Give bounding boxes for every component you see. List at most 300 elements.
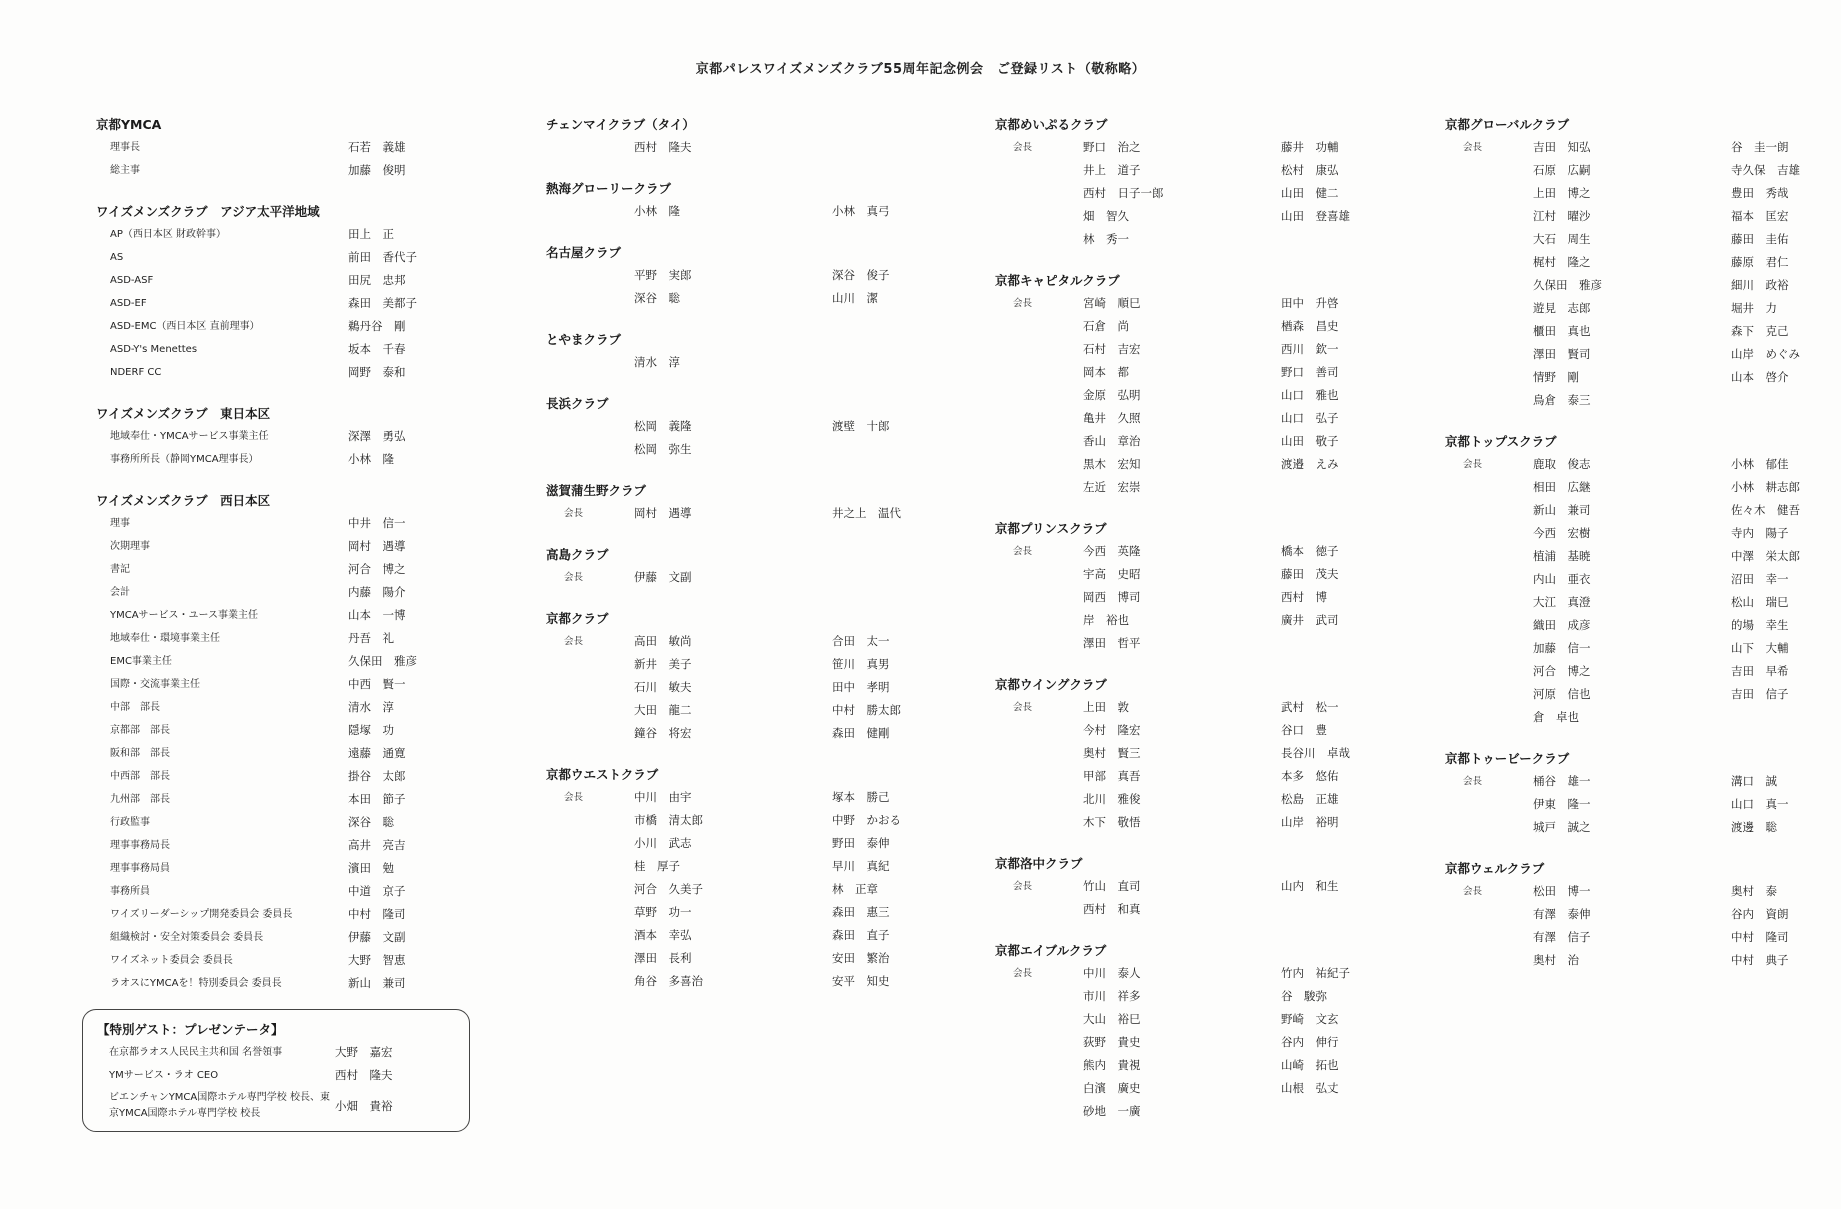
member-role <box>1445 522 1513 545</box>
member-name: 市橋 清太郎 <box>634 813 703 827</box>
member-name: 奥村 泰 <box>1731 884 1777 898</box>
member-role <box>995 205 1063 228</box>
member-name: 鐘谷 将宏 <box>634 726 692 740</box>
member-row <box>1445 706 1841 729</box>
member-name: 上田 敦 <box>1083 700 1129 714</box>
club-name: 高島クラブ <box>546 547 609 562</box>
member-name: 白濱 廣史 <box>1083 1081 1141 1095</box>
member-row <box>1445 274 1841 297</box>
member-row <box>96 136 526 159</box>
member-row <box>546 287 976 310</box>
member-name: 中村 典子 <box>1731 953 1789 967</box>
member-name: 中西 賢一 <box>348 677 406 691</box>
member-row <box>96 448 526 471</box>
club-section <box>546 763 976 993</box>
member-name: 山口 弘子 <box>1281 411 1339 425</box>
member-name: 本多 悠佑 <box>1281 769 1339 783</box>
member-name: 中川 由宇 <box>634 790 692 804</box>
member-row <box>1445 545 1841 568</box>
member-name: 野崎 文玄 <box>1281 1012 1339 1026</box>
member-role <box>546 855 614 878</box>
member-row <box>1445 499 1841 522</box>
member-row <box>1445 660 1841 683</box>
member-role: 行政監事 <box>110 817 150 828</box>
member-name: 藤原 君仁 <box>1731 255 1789 269</box>
member-role <box>1445 343 1513 366</box>
member-row <box>1445 366 1841 389</box>
member-name: 渡壁 十郎 <box>832 419 890 433</box>
member-name: 鳥倉 泰三 <box>1533 393 1591 407</box>
member-name: 佐々木 健吾 <box>1731 503 1800 517</box>
member-name: 清水 淳 <box>634 355 680 369</box>
member-name: 織田 成彦 <box>1533 618 1591 632</box>
member-role <box>1445 903 1513 926</box>
member-name: 岡西 博司 <box>1083 590 1141 604</box>
member-name: 石倉 尚 <box>1083 319 1129 333</box>
member-name: 加藤 信一 <box>1533 641 1591 655</box>
member-name: 塚本 勝己 <box>832 790 890 804</box>
member-name: 岡野 泰和 <box>348 365 406 379</box>
member-name: 小林 隆 <box>348 452 394 466</box>
member-row <box>546 438 976 461</box>
member-role <box>995 476 1063 499</box>
member-name: 小林 郁佳 <box>1731 457 1789 471</box>
member-row <box>995 1077 1425 1100</box>
member-role: 地域奉仕・環境事業主任 <box>110 633 220 644</box>
member-role <box>995 985 1063 1008</box>
member-name: 木下 敬悟 <box>1083 815 1141 829</box>
member-name: 井之上 温代 <box>832 506 901 520</box>
member-row <box>1445 251 1841 274</box>
member-role: 国際・交流事業主任 <box>110 679 200 690</box>
member-role <box>546 438 614 461</box>
member-role <box>546 901 614 924</box>
member-name: 西村 日子一郎 <box>1083 186 1164 200</box>
member-row <box>1445 614 1841 637</box>
member-name: 角谷 多喜治 <box>634 974 703 988</box>
member-name: 伊東 隆一 <box>1533 797 1591 811</box>
member-row <box>96 880 526 903</box>
member-name: 藤田 圭佑 <box>1731 232 1789 246</box>
member-row <box>995 384 1425 407</box>
member-row <box>1445 683 1841 706</box>
member-name: 山岸 裕明 <box>1281 815 1339 829</box>
member-role: 会長 <box>1463 776 1483 787</box>
member-role <box>995 1100 1063 1123</box>
member-row <box>546 970 976 993</box>
page-title: 京都パレスワイズメンズクラブ55周年記念例会 ご登録リスト（敬称略） <box>695 62 1146 77</box>
member-row <box>546 722 976 745</box>
member-row <box>1445 159 1841 182</box>
club-name: 京都クラブ <box>546 611 609 626</box>
member-role: ラオスにYMCAを！特別委員会 委員長 <box>110 978 282 989</box>
member-role <box>995 1008 1063 1031</box>
member-role <box>1445 251 1513 274</box>
club-section <box>96 113 526 182</box>
member-role: 理事 <box>110 518 130 529</box>
member-name: 谷内 資朗 <box>1731 907 1789 921</box>
member-name: 中澤 栄太郎 <box>1731 549 1800 563</box>
member-name: 大江 真澄 <box>1533 595 1591 609</box>
member-role: AP（西日本区 財政幹事） <box>110 229 227 240</box>
member-name: 田尻 忠邦 <box>348 273 406 287</box>
member-name: 野田 泰伸 <box>832 836 890 850</box>
member-name: 中村 勝太郎 <box>832 703 901 717</box>
member-name: 市川 祥多 <box>1083 989 1141 1003</box>
member-row <box>96 788 526 811</box>
member-name: 小林 真弓 <box>832 204 890 218</box>
club-section <box>546 113 976 159</box>
member-name: 山田 敬子 <box>1281 434 1339 448</box>
member-name: 坂本 千春 <box>348 342 406 356</box>
member-role <box>1445 793 1513 816</box>
member-name: 野口 善司 <box>1281 365 1339 379</box>
member-name: 櫃田 真也 <box>1533 324 1591 338</box>
member-row <box>96 696 526 719</box>
member-name: 酒本 幸弘 <box>634 928 692 942</box>
member-name: 亀井 久照 <box>1083 411 1141 425</box>
club-name: 長浜クラブ <box>546 396 609 411</box>
member-row <box>995 540 1425 563</box>
member-row <box>1445 182 1841 205</box>
member-row <box>97 1041 459 1064</box>
special-guest-box <box>82 1009 470 1132</box>
club-section <box>96 200 526 384</box>
member-row <box>546 901 976 924</box>
member-name: 黒木 宏知 <box>1083 457 1141 471</box>
member-name: 桂 厚子 <box>634 859 680 873</box>
member-name: 廣井 武司 <box>1281 613 1339 627</box>
member-role: ビエンチャンYMCA国際ホテル専門学校 校長、東京YMCA国際ホテル専門学校 校長 <box>109 1092 330 1119</box>
member-role <box>546 947 614 970</box>
member-name: 田中 孝明 <box>832 680 890 694</box>
member-name: 中川 泰人 <box>1083 966 1141 980</box>
member-name: 深谷 俊子 <box>832 268 890 282</box>
member-role: ASD-EF <box>110 298 147 309</box>
member-role <box>1445 182 1513 205</box>
member-name: 新井 美子 <box>634 657 692 671</box>
club-section <box>546 392 976 461</box>
member-name: 松村 康弘 <box>1281 163 1339 177</box>
member-name: 寺久保 吉雄 <box>1731 163 1800 177</box>
member-row <box>546 264 976 287</box>
member-role: 会長 <box>564 792 584 803</box>
member-name: 河合 久美子 <box>634 882 703 896</box>
member-role: 中西部 部長 <box>110 771 170 782</box>
member-name: 澤田 長利 <box>634 951 692 965</box>
member-name: 掛谷 太郎 <box>348 769 406 783</box>
member-name: 細川 政裕 <box>1731 278 1789 292</box>
member-name: 金原 弘明 <box>1083 388 1141 402</box>
member-row <box>546 566 976 589</box>
member-role <box>995 1077 1063 1100</box>
member-role <box>546 699 614 722</box>
member-row <box>96 512 526 535</box>
member-name: 楢森 昌史 <box>1281 319 1339 333</box>
member-name: 倉 卓也 <box>1533 710 1579 724</box>
member-name: 加藤 俊明 <box>348 163 406 177</box>
member-role <box>1445 228 1513 251</box>
member-name: 深澤 勇弘 <box>348 429 406 443</box>
member-name: 相田 広継 <box>1533 480 1591 494</box>
member-name: 高井 亮吉 <box>348 838 406 852</box>
guest-heading: 【特別ゲスト：プレゼンテータ】 <box>97 1022 284 1037</box>
member-name: 森下 克己 <box>1731 324 1789 338</box>
club-section <box>96 489 526 995</box>
club-section <box>1445 430 1841 729</box>
member-name: 伊藤 文副 <box>634 570 692 584</box>
member-row <box>995 453 1425 476</box>
member-role <box>1445 637 1513 660</box>
member-row <box>995 898 1425 921</box>
member-name: 長谷川 卓哉 <box>1281 746 1350 760</box>
member-role <box>546 415 614 438</box>
member-name: 遊見 志郎 <box>1533 301 1591 315</box>
member-role <box>546 136 614 159</box>
member-name: 安田 繁治 <box>832 951 890 965</box>
member-name: 河原 信也 <box>1533 687 1591 701</box>
member-row <box>1445 770 1841 793</box>
member-name: 山下 大輔 <box>1731 641 1789 655</box>
member-role: 会長 <box>1013 298 1033 309</box>
member-role <box>995 159 1063 182</box>
member-role <box>995 453 1063 476</box>
member-name: 山川 潔 <box>832 291 878 305</box>
member-row <box>995 563 1425 586</box>
member-name: 鹿取 俊志 <box>1533 457 1591 471</box>
club-section <box>546 241 976 310</box>
member-name: 石原 広嗣 <box>1533 163 1591 177</box>
member-row <box>995 1100 1425 1123</box>
member-role: 事務所所長（静岡YMCA理事長） <box>110 454 259 465</box>
member-role <box>1445 568 1513 591</box>
member-name: 渡邉 えみ <box>1281 457 1339 471</box>
member-role <box>995 228 1063 251</box>
member-row <box>546 947 976 970</box>
member-row <box>96 315 526 338</box>
member-name: 中村 隆司 <box>348 907 406 921</box>
member-row <box>995 586 1425 609</box>
member-role: NDERF CC <box>110 367 162 378</box>
member-name: 石村 吉宏 <box>1083 342 1141 356</box>
member-row <box>96 742 526 765</box>
member-row <box>546 855 976 878</box>
member-role: ASD-EMC（西日本区 直前理事） <box>110 321 260 332</box>
club-name: 京都ウェルクラブ <box>1445 861 1545 876</box>
member-row <box>1445 793 1841 816</box>
member-row <box>995 875 1425 898</box>
member-row <box>96 765 526 788</box>
member-name: 今西 英隆 <box>1083 544 1141 558</box>
member-name: 山岸 めぐみ <box>1731 347 1800 361</box>
member-name: 福本 匡宏 <box>1731 209 1789 223</box>
member-name: 大野 嘉宏 <box>335 1045 393 1059</box>
member-row <box>96 926 526 949</box>
member-role: 会長 <box>1013 881 1033 892</box>
member-role: 地域奉仕・YMCAサービス事業主任 <box>110 431 269 442</box>
member-row <box>995 338 1425 361</box>
member-row <box>1445 949 1841 972</box>
member-row <box>995 788 1425 811</box>
member-name: 内藤 陽介 <box>348 585 406 599</box>
member-name: 新山 兼司 <box>348 976 406 990</box>
member-role: 理事長 <box>110 142 140 153</box>
member-row <box>96 361 526 384</box>
member-role <box>546 809 614 832</box>
member-row <box>96 811 526 834</box>
member-row <box>1445 522 1841 545</box>
member-name: 熊内 貴視 <box>1083 1058 1141 1072</box>
member-role <box>1445 683 1513 706</box>
member-name: 西川 欽一 <box>1281 342 1339 356</box>
member-name: 大野 智恵 <box>348 953 406 967</box>
member-row <box>995 430 1425 453</box>
member-row <box>546 136 976 159</box>
member-name: 有澤 信子 <box>1533 930 1591 944</box>
club-name: 京都YMCA <box>96 117 162 132</box>
club-section <box>995 113 1425 251</box>
member-name: 小川 武志 <box>634 836 692 850</box>
member-name: 松岡 義隆 <box>634 419 692 433</box>
member-role: 理事事務局員 <box>110 863 170 874</box>
member-role <box>546 264 614 287</box>
member-row <box>995 315 1425 338</box>
member-name: 山口 雅也 <box>1281 388 1339 402</box>
member-row <box>96 627 526 650</box>
member-row <box>995 962 1425 985</box>
member-row <box>1445 228 1841 251</box>
member-row <box>96 949 526 972</box>
member-name: 田中 升啓 <box>1281 296 1339 310</box>
member-role <box>1445 476 1513 499</box>
member-role <box>995 788 1063 811</box>
club-section <box>546 543 976 589</box>
member-name: 久保田 雅彦 <box>1533 278 1602 292</box>
member-row <box>1445 880 1841 903</box>
member-row <box>995 609 1425 632</box>
member-row <box>546 809 976 832</box>
member-name: 内山 亜衣 <box>1533 572 1591 586</box>
member-row <box>546 630 976 653</box>
member-row <box>96 581 526 604</box>
member-name: 吉田 早希 <box>1731 664 1789 678</box>
member-role: AS <box>110 252 124 263</box>
club-section <box>1445 113 1841 412</box>
member-role: 九州部 部長 <box>110 794 170 805</box>
member-role: 会長 <box>1463 459 1483 470</box>
member-row <box>546 415 976 438</box>
member-name: 武村 松一 <box>1281 700 1339 714</box>
member-row <box>96 246 526 269</box>
member-role <box>546 924 614 947</box>
member-name: 山根 弘丈 <box>1281 1081 1339 1095</box>
member-name: 森田 惠三 <box>832 905 890 919</box>
member-name: 石川 敏夫 <box>634 680 692 694</box>
member-name: 谷 圭一朗 <box>1731 140 1789 154</box>
member-role <box>1445 159 1513 182</box>
member-name: 岸 裕也 <box>1083 613 1129 627</box>
member-row <box>995 136 1425 159</box>
club-name: 京都プリンスクラブ <box>995 521 1107 536</box>
member-name: 畑 智久 <box>1083 209 1129 223</box>
member-name: 松山 瑞巳 <box>1731 595 1789 609</box>
member-row <box>96 558 526 581</box>
member-role <box>995 586 1063 609</box>
member-name: 桶谷 雄一 <box>1533 774 1591 788</box>
member-row <box>995 696 1425 719</box>
member-name: 藤井 功輔 <box>1281 140 1339 154</box>
member-name: 渡邊 聡 <box>1731 820 1777 834</box>
member-name: 吉田 知弘 <box>1533 140 1591 154</box>
member-name: 竹内 祐紀子 <box>1281 966 1350 980</box>
member-row <box>96 903 526 926</box>
member-name: 合田 太一 <box>832 634 890 648</box>
column-4 <box>1445 113 1841 990</box>
member-role <box>1445 591 1513 614</box>
member-name: 荻野 貴史 <box>1083 1035 1141 1049</box>
member-name: 今村 隆宏 <box>1083 723 1141 737</box>
member-row <box>995 228 1425 251</box>
member-name: 草野 功一 <box>634 905 692 919</box>
club-section <box>96 402 526 471</box>
member-name: 江村 曜沙 <box>1533 209 1591 223</box>
member-role: 会長 <box>1463 142 1483 153</box>
member-name: 藤田 茂夫 <box>1281 567 1339 581</box>
member-role <box>1445 366 1513 389</box>
club-section <box>546 479 976 525</box>
club-name: とやまクラブ <box>546 332 622 347</box>
member-row <box>96 425 526 448</box>
member-name: 大山 裕巳 <box>1083 1012 1141 1026</box>
member-name: 沼田 幸一 <box>1731 572 1789 586</box>
member-row <box>1445 136 1841 159</box>
member-row <box>96 604 526 627</box>
member-name: 河合 博之 <box>348 562 406 576</box>
member-row <box>1445 591 1841 614</box>
member-name: 隠塚 功 <box>348 723 394 737</box>
member-role: YMサービス・ラオ CEO <box>109 1070 219 1081</box>
member-row <box>546 878 976 901</box>
member-role <box>995 609 1063 632</box>
member-role: 書記 <box>110 564 130 575</box>
club-name: チェンマイクラブ（タイ） <box>546 117 695 132</box>
member-role: 会長 <box>564 636 584 647</box>
club-section <box>995 673 1425 834</box>
member-role <box>1445 816 1513 839</box>
club-name: 京都グローバルクラブ <box>1445 117 1570 132</box>
member-row <box>995 1031 1425 1054</box>
member-role <box>546 200 614 223</box>
club-name: 京都キャピタルクラブ <box>995 273 1120 288</box>
member-name: 小林 隆 <box>634 204 680 218</box>
member-row <box>1445 343 1841 366</box>
member-role: 会長 <box>1013 702 1033 713</box>
member-row <box>1445 568 1841 591</box>
member-row <box>97 1087 459 1125</box>
member-row <box>96 223 526 246</box>
club-name: 滋賀蒲生野クラブ <box>546 483 647 498</box>
member-role <box>546 287 614 310</box>
member-role <box>546 653 614 676</box>
club-name: 京都トゥービークラブ <box>1445 751 1570 766</box>
member-row <box>1445 297 1841 320</box>
club-name: ワイズメンズクラブ 東日本区 <box>96 406 271 421</box>
member-role <box>995 1031 1063 1054</box>
member-name: 澤田 哲平 <box>1083 636 1141 650</box>
member-name: 北川 雅俊 <box>1083 792 1141 806</box>
member-name: 谷 駿弥 <box>1281 989 1327 1003</box>
member-role: ワイズリーダーシップ開発委員会 委員長 <box>110 909 293 920</box>
